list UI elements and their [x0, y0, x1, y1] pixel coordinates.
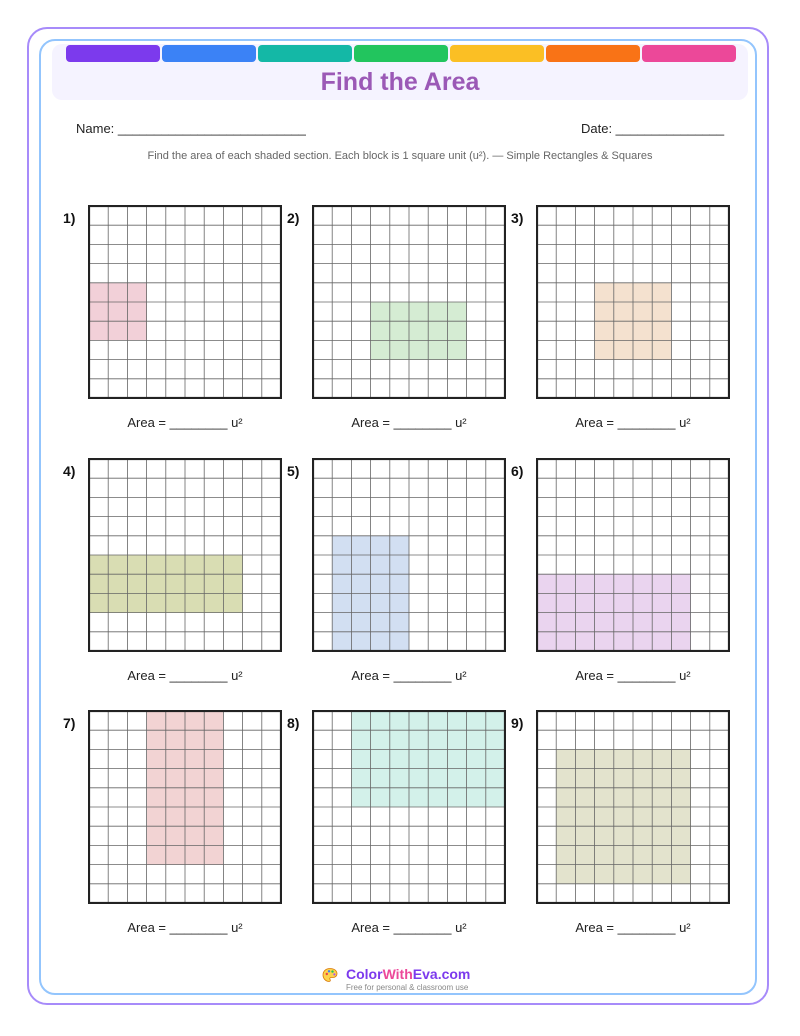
area-answer-field[interactable]: Area = ________ u²: [351, 415, 467, 430]
brand-part-domain: .com: [437, 966, 471, 982]
brand-name[interactable]: [346, 966, 470, 982]
area-grid: [88, 205, 282, 399]
page-title: Find the Area: [320, 68, 480, 96]
color-stripe: [642, 45, 736, 62]
color-stripe: [66, 45, 160, 62]
area-answer-field[interactable]: Area = ________ u²: [575, 668, 691, 683]
area-answer-field[interactable]: Area = ________ u²: [575, 920, 691, 935]
palette-icon: [322, 967, 338, 983]
shaded-region: [556, 749, 690, 883]
problem-number: 9): [511, 715, 524, 731]
color-stripe: [546, 45, 640, 62]
area-grid: [536, 710, 730, 904]
area-answer-field[interactable]: Area = ________ u²: [127, 920, 243, 935]
problem-number: 5): [287, 463, 300, 479]
area-answer-field[interactable]: Area = ________ u²: [351, 668, 467, 683]
tagline: Free for personal & classroom use: [346, 983, 469, 992]
color-stripe: [450, 45, 544, 62]
problem-number: 1): [63, 210, 76, 226]
shaded-region: [89, 283, 147, 341]
area-grid: [312, 710, 506, 904]
area-grid: [88, 710, 282, 904]
shaded-region: [371, 302, 467, 360]
color-stripe: [162, 45, 256, 62]
brand-part-eva: Eva: [412, 966, 438, 982]
brand-part-color: Color: [346, 966, 383, 982]
area-grid: [536, 458, 730, 652]
area-answer-field[interactable]: Area = ________ u²: [127, 415, 243, 430]
problem-number: 8): [287, 715, 300, 731]
area-answer-field[interactable]: Area = ________ u²: [127, 668, 243, 683]
instructions: Find the area of each shaded section. Each block is 1 square unit (u²). — Simple Rectangles & Squares: [147, 150, 653, 162]
area-grid: [312, 458, 506, 652]
color-stripe: [354, 45, 448, 62]
problem-number: 2): [287, 210, 300, 226]
date-field[interactable]: Date: _______________: [581, 121, 725, 136]
name-field[interactable]: Name: __________________________: [76, 121, 306, 136]
problem-number: 3): [511, 210, 524, 226]
problem-number: 4): [63, 463, 76, 479]
area-grid: [88, 458, 282, 652]
problem-number: 7): [63, 715, 76, 731]
area-answer-field[interactable]: Area = ________ u²: [575, 415, 691, 430]
color-stripe: [258, 45, 352, 62]
color-stripes: [66, 45, 736, 62]
area-answer-field[interactable]: Area = ________ u²: [351, 920, 467, 935]
brand-part-with: With: [382, 966, 413, 982]
area-grid: [536, 205, 730, 399]
area-grid: [312, 205, 506, 399]
problem-number: 6): [511, 463, 524, 479]
